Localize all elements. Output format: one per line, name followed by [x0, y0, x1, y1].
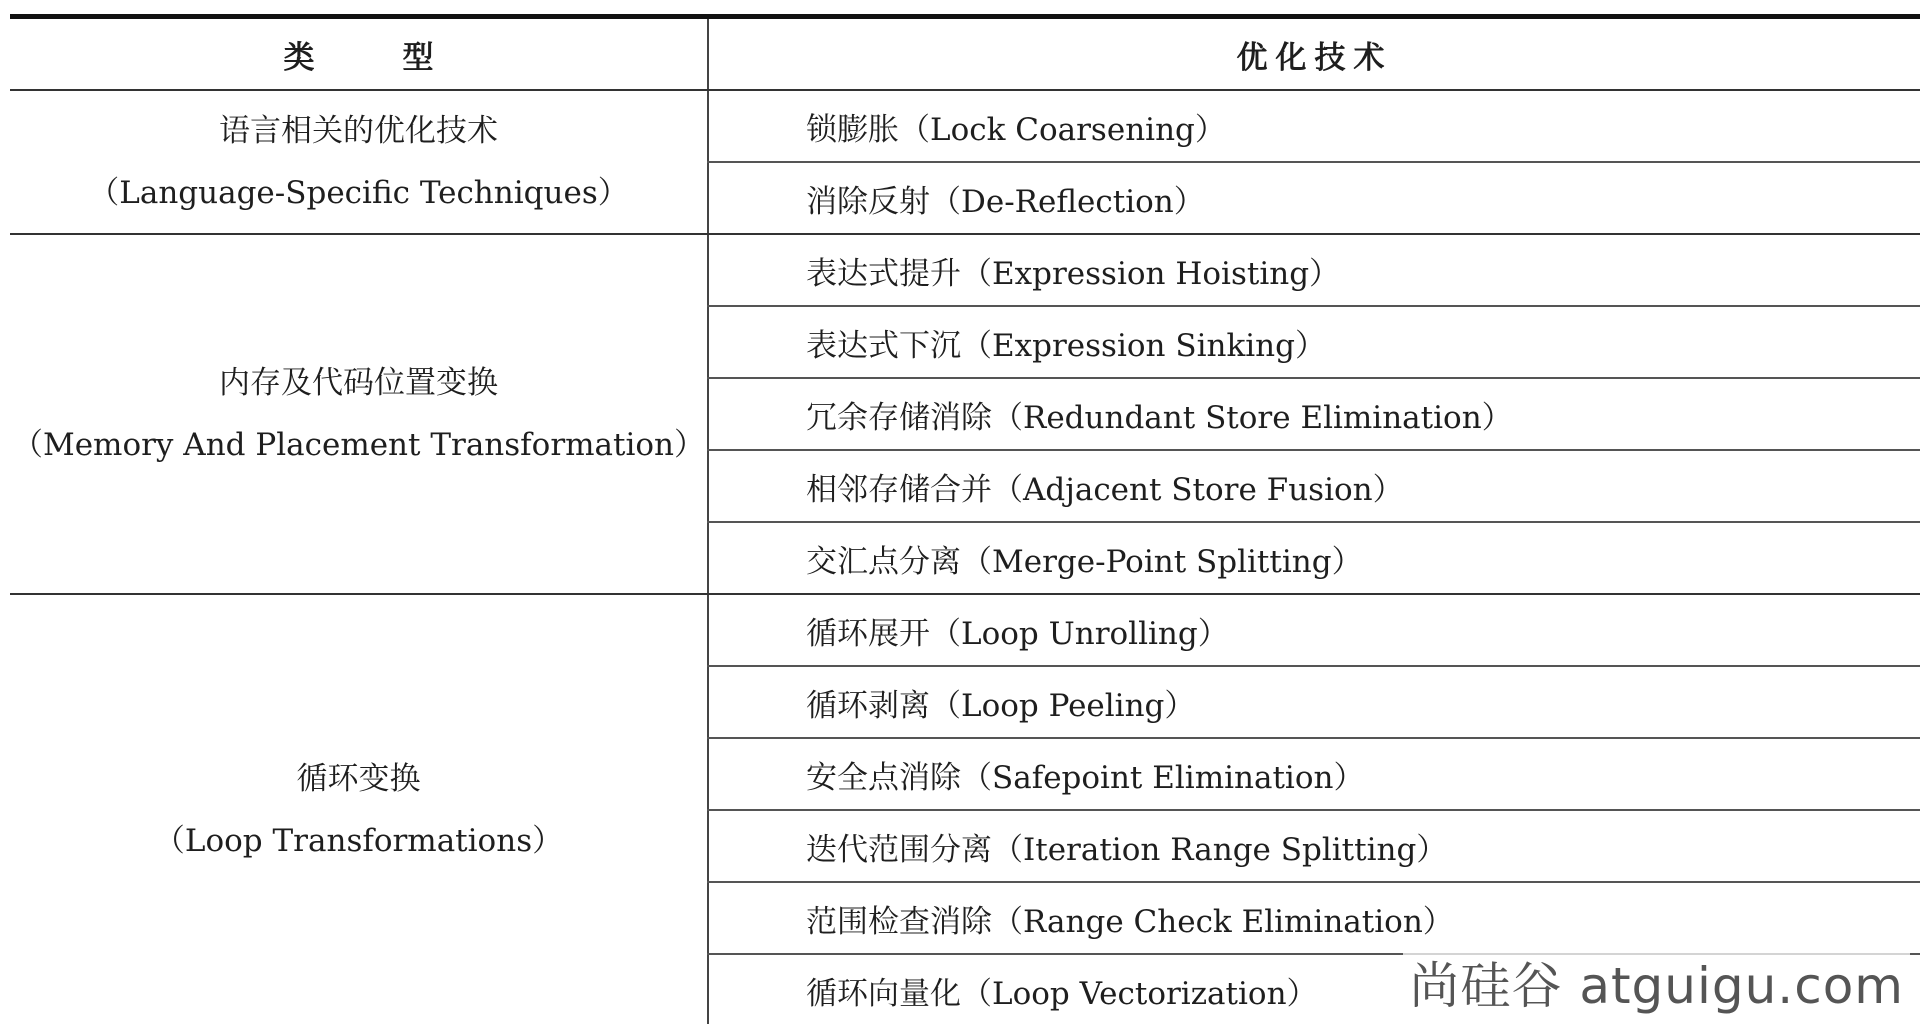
table-body: [10, 90, 1920, 1024]
category-memory-placement: [10, 234, 708, 594]
technique-cell: 消除反射（De-Reflection）: [708, 162, 1920, 234]
technique-cell: 安全点消除（Safepoint Elimination）: [708, 738, 1920, 810]
table-row: [10, 234, 1920, 306]
technique-cell: 锁膨胀（Lock Coarsening）: [708, 90, 1920, 162]
header-type: [10, 17, 708, 91]
category-zh: 循环变换: [296, 761, 421, 797]
header-row: [10, 17, 1920, 91]
technique-cell: 循环展开（Loop Unrolling）: [708, 594, 1920, 666]
technique-cell: 范围检查消除（Range Check Elimination）: [708, 882, 1920, 954]
category-en: （Loop Transformations）: [153, 823, 564, 859]
table-header: [10, 17, 1920, 91]
optimization-table-container: [10, 14, 1920, 1024]
technique-cell: 交汇点分离（Merge-Point Splitting）: [708, 522, 1920, 594]
header-type-right: 型: [402, 39, 434, 76]
technique-cell: 表达式提升（Expression Hoisting）: [708, 234, 1920, 306]
technique-cell: 循环向量化（Loop Vectorization）: [708, 954, 1920, 1024]
category-zh: 语言相关的优化技术: [219, 113, 498, 149]
category-language-specific: [10, 90, 708, 234]
header-technique: 优化技术: [708, 17, 1920, 91]
technique-cell: 循环剥离（Loop Peeling）: [708, 666, 1920, 738]
optimization-techniques-table: [10, 14, 1920, 1024]
technique-cell: 迭代范围分离（Iteration Range Splitting）: [708, 810, 1920, 882]
category-loop-transformations: [10, 594, 708, 1024]
category-zh: 内存及代码位置变换: [219, 365, 498, 401]
table-row: [10, 594, 1920, 666]
category-en: （Memory And Placement Transformation）: [11, 427, 706, 463]
category-en: （Language-Specific Techniques）: [88, 175, 629, 211]
technique-cell: 相邻存储合并（Adjacent Store Fusion）: [708, 450, 1920, 522]
technique-cell: 表达式下沉（Expression Sinking）: [708, 306, 1920, 378]
table-row: [10, 90, 1920, 162]
header-type-left: 类: [283, 39, 315, 76]
technique-cell: 冗余存储消除（Redundant Store Elimination）: [708, 378, 1920, 450]
watermark-text: 尚硅谷 atguigu.com: [1403, 946, 1910, 1018]
